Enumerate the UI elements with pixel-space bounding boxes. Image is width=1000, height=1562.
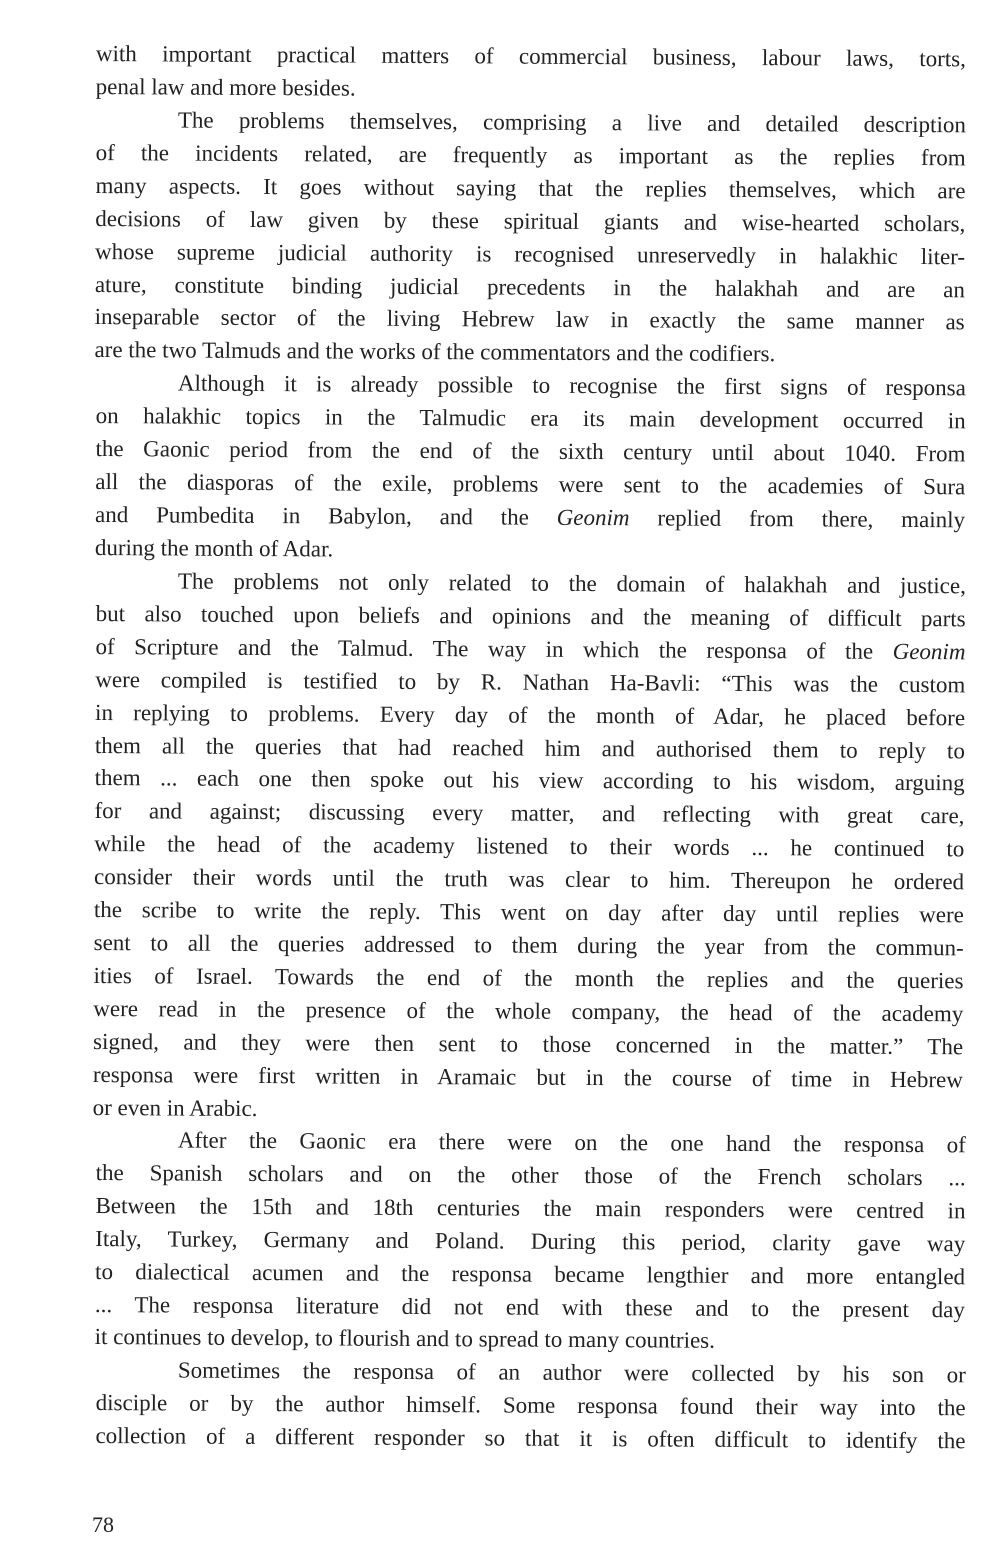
paragraph — [95, 1354, 966, 1458]
text-line: decisions of law given by these spiritual giants and wise-hearted scholars, — [95, 205, 966, 236]
text-line: of Scripture and the Talmud. The way in which the responsa of the Geonim — [95, 633, 966, 664]
text-line: consider their words until the truth was clear to him. Thereupon he ordered — [94, 863, 965, 894]
paragraph — [96, 38, 966, 109]
paragraph — [93, 565, 966, 1130]
text-line: in replying to problems. Every day of the month of Adar, he placed before — [95, 699, 966, 730]
text-line: were read in the presence of the whole company, the head of the academy — [93, 995, 964, 1026]
text-line: of the incidents related, are frequently as important as the replies from — [95, 139, 966, 171]
text-line: all the diasporas of the exile, problems were sent to the academies of Sura — [95, 468, 966, 500]
text-line: while the head of the academy listened to their words ... he continued to — [94, 830, 965, 862]
text-line: Between the 15th and 18th centuries the main responders were centred in — [95, 1192, 966, 1224]
text-line: whose supreme judicial authority is recognised unreservedly in halakhic liter- — [95, 238, 966, 269]
text-line: responsa were first written in Aramaic but in the course of time in Hebrew — [92, 1061, 963, 1092]
text-line: are the two Talmuds and the works of the commentators and the codifiers. — [94, 337, 776, 367]
text-line: Sometimes the responsa of an author were collected by his son or — [177, 1357, 966, 1388]
text-line: but also touched upon beliefs and opinions and the meaning of difficult parts — [95, 600, 966, 631]
text-line: inseparable sector of the living Hebrew law in exactly the same manner as — [94, 304, 965, 335]
page-number: 78 — [92, 1512, 114, 1537]
italic-term: Geonim — [892, 638, 966, 664]
text-line: ... The responsa literature did not end with these and to the present day — [94, 1291, 965, 1322]
paragraph — [95, 367, 966, 570]
text-line: penal law and more besides. — [95, 73, 356, 101]
text-line: Italy, Turkey, Germany and Poland. During this period, clarity gave way — [95, 1225, 966, 1256]
text-line: them ... each one then spoke out his view according to his wisdom, arguing — [94, 764, 965, 796]
text-line: the Spanish scholars and on the other those of the French scholars ... — [95, 1159, 966, 1191]
text-line: After the Gaonic era there were on the one hand the responsa of — [177, 1127, 966, 1158]
text-line: on halakhic topics in the Talmudic era its main development occurred in — [95, 402, 966, 434]
paragraph — [95, 1124, 966, 1360]
italic-term: Geonim — [556, 504, 630, 530]
text-line: the scribe to write the reply. This went on day after day until replies were — [93, 896, 964, 927]
text-line: signed, and they were then sent to those concerned in the matter.” The — [93, 1028, 964, 1059]
text-line: collection of a different responder so that it is often difficult to identify the — [95, 1423, 966, 1454]
text-line: Although it is already possible to recognise the first signs of responsa — [177, 370, 966, 401]
text-line: them all the queries that had reached him and authorised them to reply to — [94, 732, 965, 763]
text-line: to dialectical acumen and the responsa became lengthier and more entangled — [95, 1258, 966, 1289]
text-line: with important practical matters of commercial business, labour laws, torts, — [95, 40, 966, 72]
text-line: and Pumbedita in Babylon, and the Geonim replied from there, mainly — [95, 501, 966, 532]
text-line: during the month of Adar. — [94, 534, 334, 562]
text-line: The problems themselves, comprising a live and detailed description — [177, 107, 966, 138]
text-line: it continues to develop, to flourish and to spread to many countries. — [94, 1324, 716, 1354]
text-line: ature, constitute binding judicial precedents in the halakhah and are an — [94, 271, 965, 302]
text-line: disciple or by the author himself. Some responsa found their way into the — [95, 1390, 966, 1421]
text-line: for and against; discussing every matter, and reflecting with great care, — [94, 797, 965, 829]
text-line: or even in Arabic. — [92, 1093, 258, 1120]
text-line: were compiled is testified to by R. Nathan Ha-Bavli: “This was the custom — [95, 666, 966, 697]
text-line: The problems not only related to the domain of halakhah and justice, — [177, 568, 966, 598]
text-line: ities of Israel. Towards the end of the month the replies and the queries — [93, 962, 964, 993]
page-body — [92, 38, 966, 1454]
text-line: many aspects. It goes without saying that the replies themselves, which are — [95, 172, 966, 203]
text-line: the Gaonic period from the end of the sixth century until about 1040. From — [95, 435, 966, 467]
text-line: sent to all the queries addressed to them during the year from the commun- — [93, 929, 964, 960]
paragraph — [94, 104, 966, 373]
